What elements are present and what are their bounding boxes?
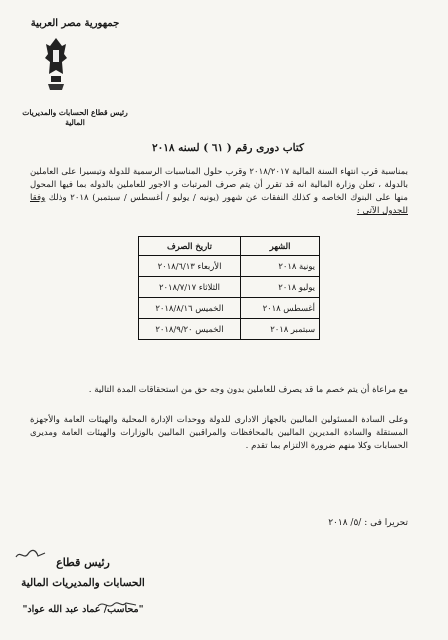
month-cell: أغسطس ٢٠١٨ (241, 298, 320, 319)
table-header-row (139, 237, 320, 256)
intro-paragraph (30, 166, 408, 218)
signature-department: الحسابات والمديريات المالية (21, 577, 145, 589)
month-header: الشهر (241, 237, 320, 256)
date-cell: الأربعاء ٢٠١٨/٦/١٣ (139, 256, 241, 277)
month-cell: سبتمبر ٢٠١٨ (241, 319, 320, 340)
country-name: جمهورية مصر العربية (30, 18, 120, 29)
table-row (139, 298, 320, 319)
handwritten-signature (96, 596, 140, 612)
circular-title (118, 142, 338, 154)
closing-paragraph: وعلى السادة المسئولين الماليين بالجهاز الادارى للدولة ووحدات الإدارة المحلية والهيئات العامة والأجهزة المستقلة والسادة المديرين الماليين بالمحافظات والمراقبين الماليين بالوزارات والهيئات العامة ومديرى الحسابات وكلا منهم ضرورة الالتزام بما تقدم . (30, 415, 408, 451)
month-cell: يونية ٢٠١٨ (241, 256, 320, 277)
date-cell: الخميس ٢٠١٨/٩/٢٠ (139, 319, 241, 340)
issue-date: تحريرا فى : /٥/ ٢٠١٨ (328, 518, 408, 528)
intro-tail: وفقا للجدول الآتى : (30, 193, 408, 216)
table-row (139, 319, 320, 340)
date-header: تاريخ الصرف (139, 237, 241, 256)
date-cell: الثلاثاء ٢٠١٨/٧/١٧ (139, 277, 241, 298)
letterhead (20, 18, 130, 128)
payment-schedule-table (138, 236, 320, 340)
table-row (139, 256, 320, 277)
table-row (139, 277, 320, 298)
eagle-emblem-icon (42, 34, 70, 94)
circular-number: ( ٦١ ) (203, 142, 232, 154)
intro-body: بمناسبة قرب انتهاء السنة المالية ٢٠١٨/٢٠١٧ وقرب حلول المناسبات الرسمية للدولة وتيسيرا على العاملين بالدولة ، تعلن وزارة المالية انه قد تقرر أن يتم صرف المرتبات و الاجور للعاملين بالدوله بما فيها المحول منها على البنوك الخاصه و كذلك النفقات عن شهور (يونيه / يوليو / أغسطس / سبتمبر) ٢٠١٨ وذلك (30, 167, 408, 203)
circular-year: لسنه ٢٠١٨ (151, 142, 200, 154)
sector-name: رئيس قطاع الحسابات والمديريات المالية (22, 108, 128, 127)
month-cell: يوليو ٢٠١٨ (241, 277, 320, 298)
date-cell: الخميس ٢٠١٨/٨/١٦ (139, 298, 241, 319)
signatory-name: "محاسب/ عماد عبد الله عواد" (22, 604, 144, 615)
deduction-note: مع مراعاة أن يتم خصم ما قد يصرف للعاملين بدون وجه حق من استحقاقات المدة التالية . (88, 385, 408, 395)
signature-title: رئيس قطاع (56, 556, 110, 569)
circular-label: كتاب دورى رقم (235, 142, 305, 154)
